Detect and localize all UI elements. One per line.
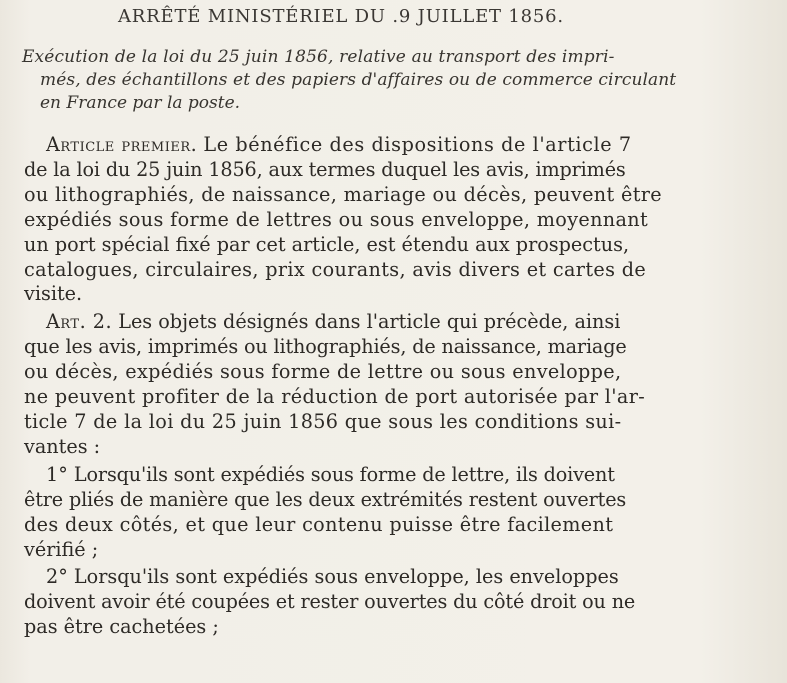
article-line: Les objets désignés dans l'article qui précède, ainsi [118,310,621,334]
article-line: de la loi du 25 juin 1856, aux termes duquel les avis, imprimés [24,157,626,181]
condition-label: 2° [46,565,68,589]
condition-line: vérifié ; [24,537,99,561]
condition-1 [24,463,662,563]
article-line: vantes : [24,434,101,458]
condition-line: être pliés de manière que les deux extrémités restent ouvertes [24,487,627,511]
decree-body [24,133,662,640]
article-line: Le bénéfice des dispositions de l'article 7 [203,133,632,156]
condition-2 [24,565,662,640]
article-line: visite. [24,282,83,306]
article-premier [24,133,662,307]
article-line: ne peuvent profiter de la réduction de port autorisée par l'ar- [24,385,646,409]
article-line: ou lithographiés, de naissance, mariage ou décès, peuvent être [24,182,662,206]
article-2 [24,310,662,459]
article-line: expédiés sous forme de lettres ou sous enveloppe, moyennant [24,207,649,231]
article-line: que les avis, imprimés ou lithographiés, de naissance, mariage [24,335,627,359]
decree-subtitle [22,46,677,115]
condition-line: Lorsqu'ils sont expédiés sous forme de lettre, ils doivent [73,462,615,486]
article-line: un port spécial fixé par cet article, est étendu aux prospectus, [24,232,630,256]
article-line: catalogues, circulaires, prix courants, avis divers et cartes de [24,257,647,281]
condition-line: pas être cachetées ; [24,615,219,639]
page-title: ARRÊTÉ MINISTÉRIEL DU .9 JUILLET 1856. [118,6,564,27]
subtitle-line: més, des échantillons et des papiers d'affaires ou de commerce circulant [40,70,677,90]
article-label: Art. 2. [46,310,113,334]
article-line: ticle 7 de la loi du 25 juin 1856 que sous les conditions sui- [24,409,622,433]
subtitle-line: en France par la poste. [40,93,241,113]
article-line: ou décès, expédiés sous forme de lettre ou sous enveloppe, [24,360,622,384]
condition-line: Lorsqu'ils sont expédiés sous enveloppe, les enveloppes [73,565,619,589]
condition-line: des deux côtés, et que leur contenu puisse être facilement [24,512,614,536]
condition-line: doivent avoir été coupées et rester ouvertes du côté droit ou ne [24,590,636,614]
article-label: Article premier. [46,133,198,156]
subtitle-line: Exécution de la loi du 25 juin 1856, relative au transport des impri- [22,47,615,67]
condition-label: 1° [46,462,68,486]
